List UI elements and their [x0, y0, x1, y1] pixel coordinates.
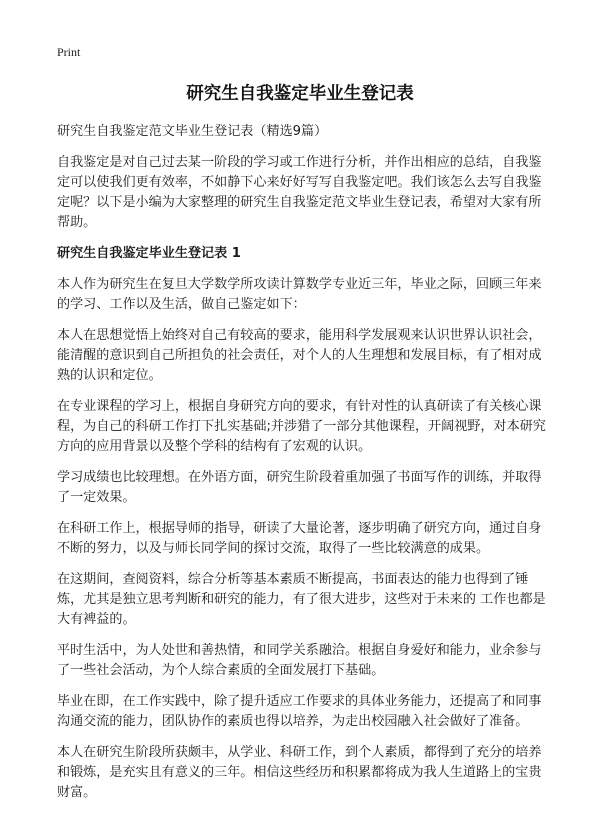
document-subtitle: 研究生自我鉴定范文毕业生登记表（精选9篇） — [57, 124, 328, 139]
document-body — [57, 122, 550, 814]
print-label: Print — [57, 45, 81, 59]
intro-paragraph: 自我鉴定是对自己过去某一阶段的学习或工作进行分析，并作出相应的总结，自我鉴定可以使我们更有效率，不如静下心来好好写写自我鉴定吧。我们该怎么去写自我鉴定呢？以下是小编为大家整理的研究生自我鉴定范文毕业生登记表，希望对大家有所帮助。 — [57, 155, 542, 230]
body-paragraph: 平时生活中，为人处世和善热情，和同学关系融洽。根据自身爱好和能力，业余参与了一些社会活动，为个人综合素质的全面发展打下基础。 — [57, 643, 542, 678]
section-heading: 研究生自我鉴定毕业生登记表 1 — [57, 246, 241, 261]
body-paragraph: 在这期间，查阅资料，综合分析等基本素质不断提高，书面表达的能力也得到了锤炼，尤其是独立思考判断和研究的能力，有了很大进步，这些对于未来的 工作也都是大有裨益的。 — [57, 572, 546, 627]
body-paragraph: 在专业课程的学习上，根据自身研究方向的要求，有针对性的认真研读了有关核心课程，为自己的科研工作打下扎实基础;并涉猎了一部分其他课程，开阔视野，对本研究方向的应用背景以及整个学科的结构有了宏观的认识。 — [57, 399, 546, 454]
body-paragraph: 本人在研究生阶段所获颇丰，从学业、科研工作，到个人素质，都得到了充分的培养和锻炼，是充实且有意义的三年。相信这些经历和积累都将成为我人生道路上的宝贵财富。 — [57, 745, 542, 800]
document-title: 研究生自我鉴定毕业生登记表 — [186, 84, 414, 104]
body-paragraph: 本人在思想觉悟上始终对自己有较高的要求，能用科学发展观来认识世界认识社会，能清醒的意识到自己所担负的社会责任，对个人的人生理想和发展目标，有了相对成熟的认识和定位。 — [57, 328, 542, 383]
body-paragraph: 本人作为研究生在复旦大学数学所攻读计算数学专业近三年，毕业之际，回顾三年来的学习、工作以及生活，做自己鉴定如下： — [57, 277, 542, 312]
body-paragraph: 毕业在即，在工作实践中，除了提升适应工作要求的具体业务能力，还提高了和同事沟通交流的能力，团队协作的素质也得以培养，为走出校园融入社会做好了准备。 — [57, 694, 542, 729]
body-paragraph: 在科研工作上，根据导师的指导，研读了大量论著，逐步明确了研究方向，通过自身不断的努力，以及与师长同学间的探讨交流，取得了一些比较满意的成果。 — [57, 521, 542, 556]
body-paragraph: 学习成绩也比较理想。在外语方面，研究生阶段着重加强了书面写作的训练，并取得了一定效果。 — [57, 470, 542, 505]
